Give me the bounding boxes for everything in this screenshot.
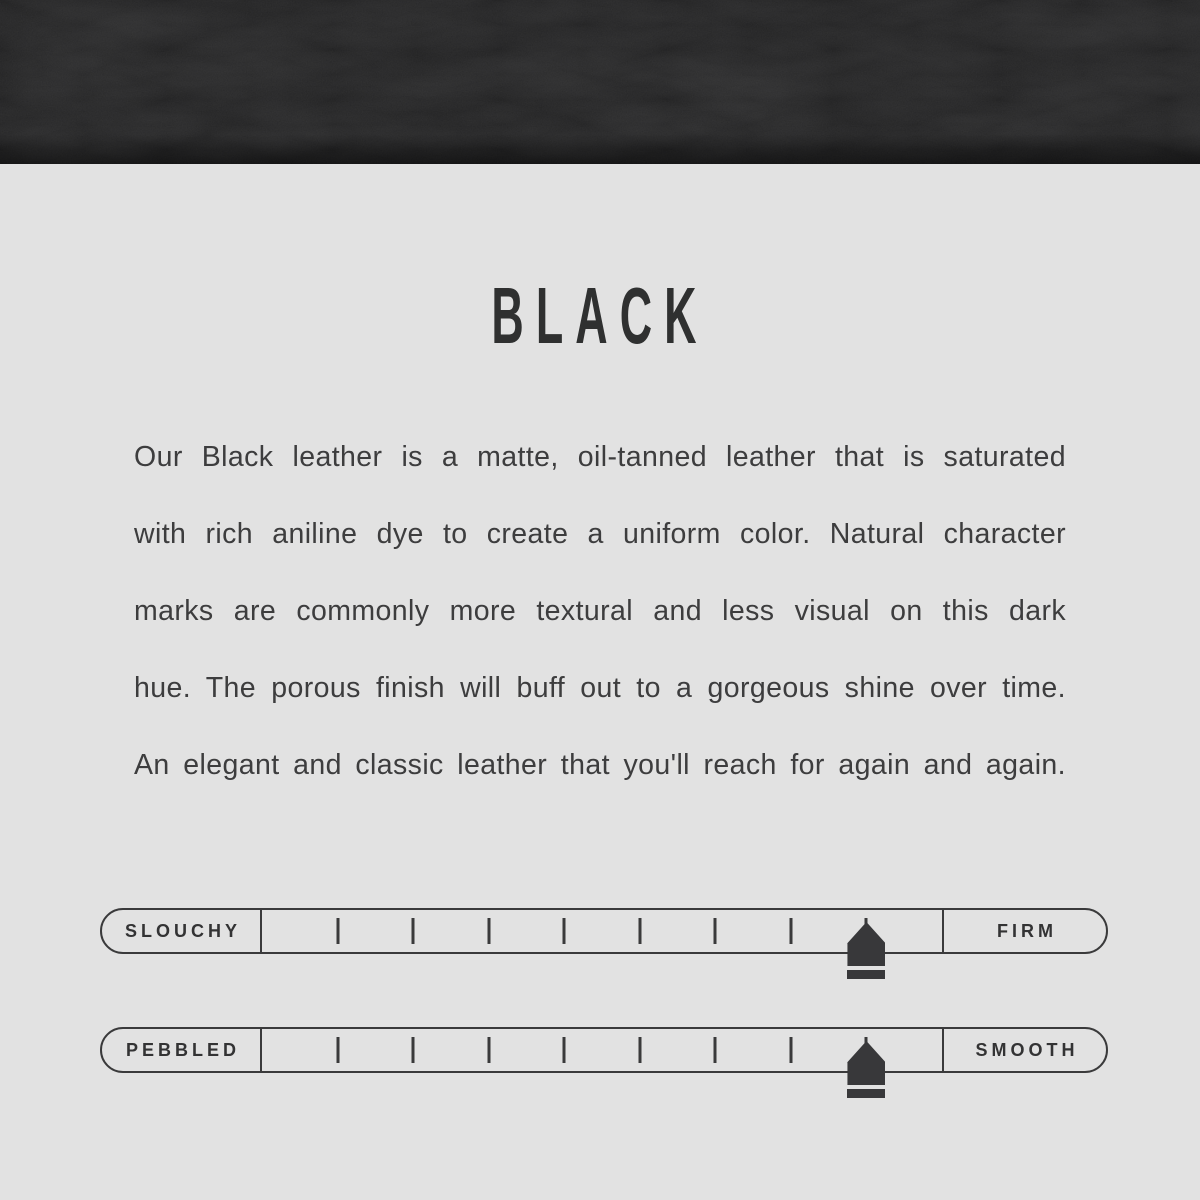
tick-mark xyxy=(714,1037,717,1063)
leather-texture-graphic xyxy=(0,0,1200,164)
scale-marker xyxy=(847,1041,885,1098)
scale-right-label: SMOOTH xyxy=(975,1039,1079,1060)
tick-mark xyxy=(638,1037,641,1063)
description-line: An elegant and classic leather that you'll reach for again and again. xyxy=(134,749,1066,781)
tick-mark xyxy=(563,1037,566,1063)
tick-mark xyxy=(789,1037,792,1063)
marker-strip xyxy=(847,1089,885,1098)
description-line: with rich aniline dye to create a uniform color. Natural character xyxy=(134,518,1066,550)
tick-mark xyxy=(412,918,415,944)
scale-track xyxy=(262,1029,942,1071)
marker-pointer-icon xyxy=(847,1041,885,1085)
scale-track xyxy=(262,910,942,952)
tick-mark xyxy=(714,918,717,944)
tick-mark xyxy=(638,918,641,944)
scale-left-label: PEBBLED xyxy=(125,1039,240,1060)
leather-swatch-image xyxy=(0,0,1200,164)
description-line: Our Black leather is a matte, oil-tanned leather that is saturated xyxy=(134,441,1066,473)
description-line: marks are commonly more textural and less visual on this dark xyxy=(134,595,1066,627)
tick-mark xyxy=(789,918,792,944)
texture-scale xyxy=(100,1027,1108,1073)
tick-mark xyxy=(487,918,490,944)
scale-right-label: FIRM xyxy=(997,920,1057,941)
scale-left-label-cell xyxy=(102,910,262,952)
description-line: hue. The porous finish will buff out to a gorgeous shine over time. xyxy=(134,672,1066,704)
tick-mark xyxy=(487,1037,490,1063)
scale-right-label-cell xyxy=(942,910,1106,952)
scale-right-label-cell xyxy=(942,1029,1106,1071)
marker-pointer-icon xyxy=(847,922,885,966)
tick-mark xyxy=(412,1037,415,1063)
tick-mark xyxy=(336,918,339,944)
scale-marker xyxy=(847,922,885,979)
marker-strip xyxy=(847,970,885,979)
tick-mark xyxy=(563,918,566,944)
firmness-scale xyxy=(100,908,1108,954)
leather-description xyxy=(134,419,1066,804)
scale-left-label-cell xyxy=(102,1029,262,1071)
color-name-title: BLACK xyxy=(491,271,709,360)
tick-mark xyxy=(336,1037,339,1063)
scale-left-label: SLOUCHY xyxy=(124,920,241,941)
